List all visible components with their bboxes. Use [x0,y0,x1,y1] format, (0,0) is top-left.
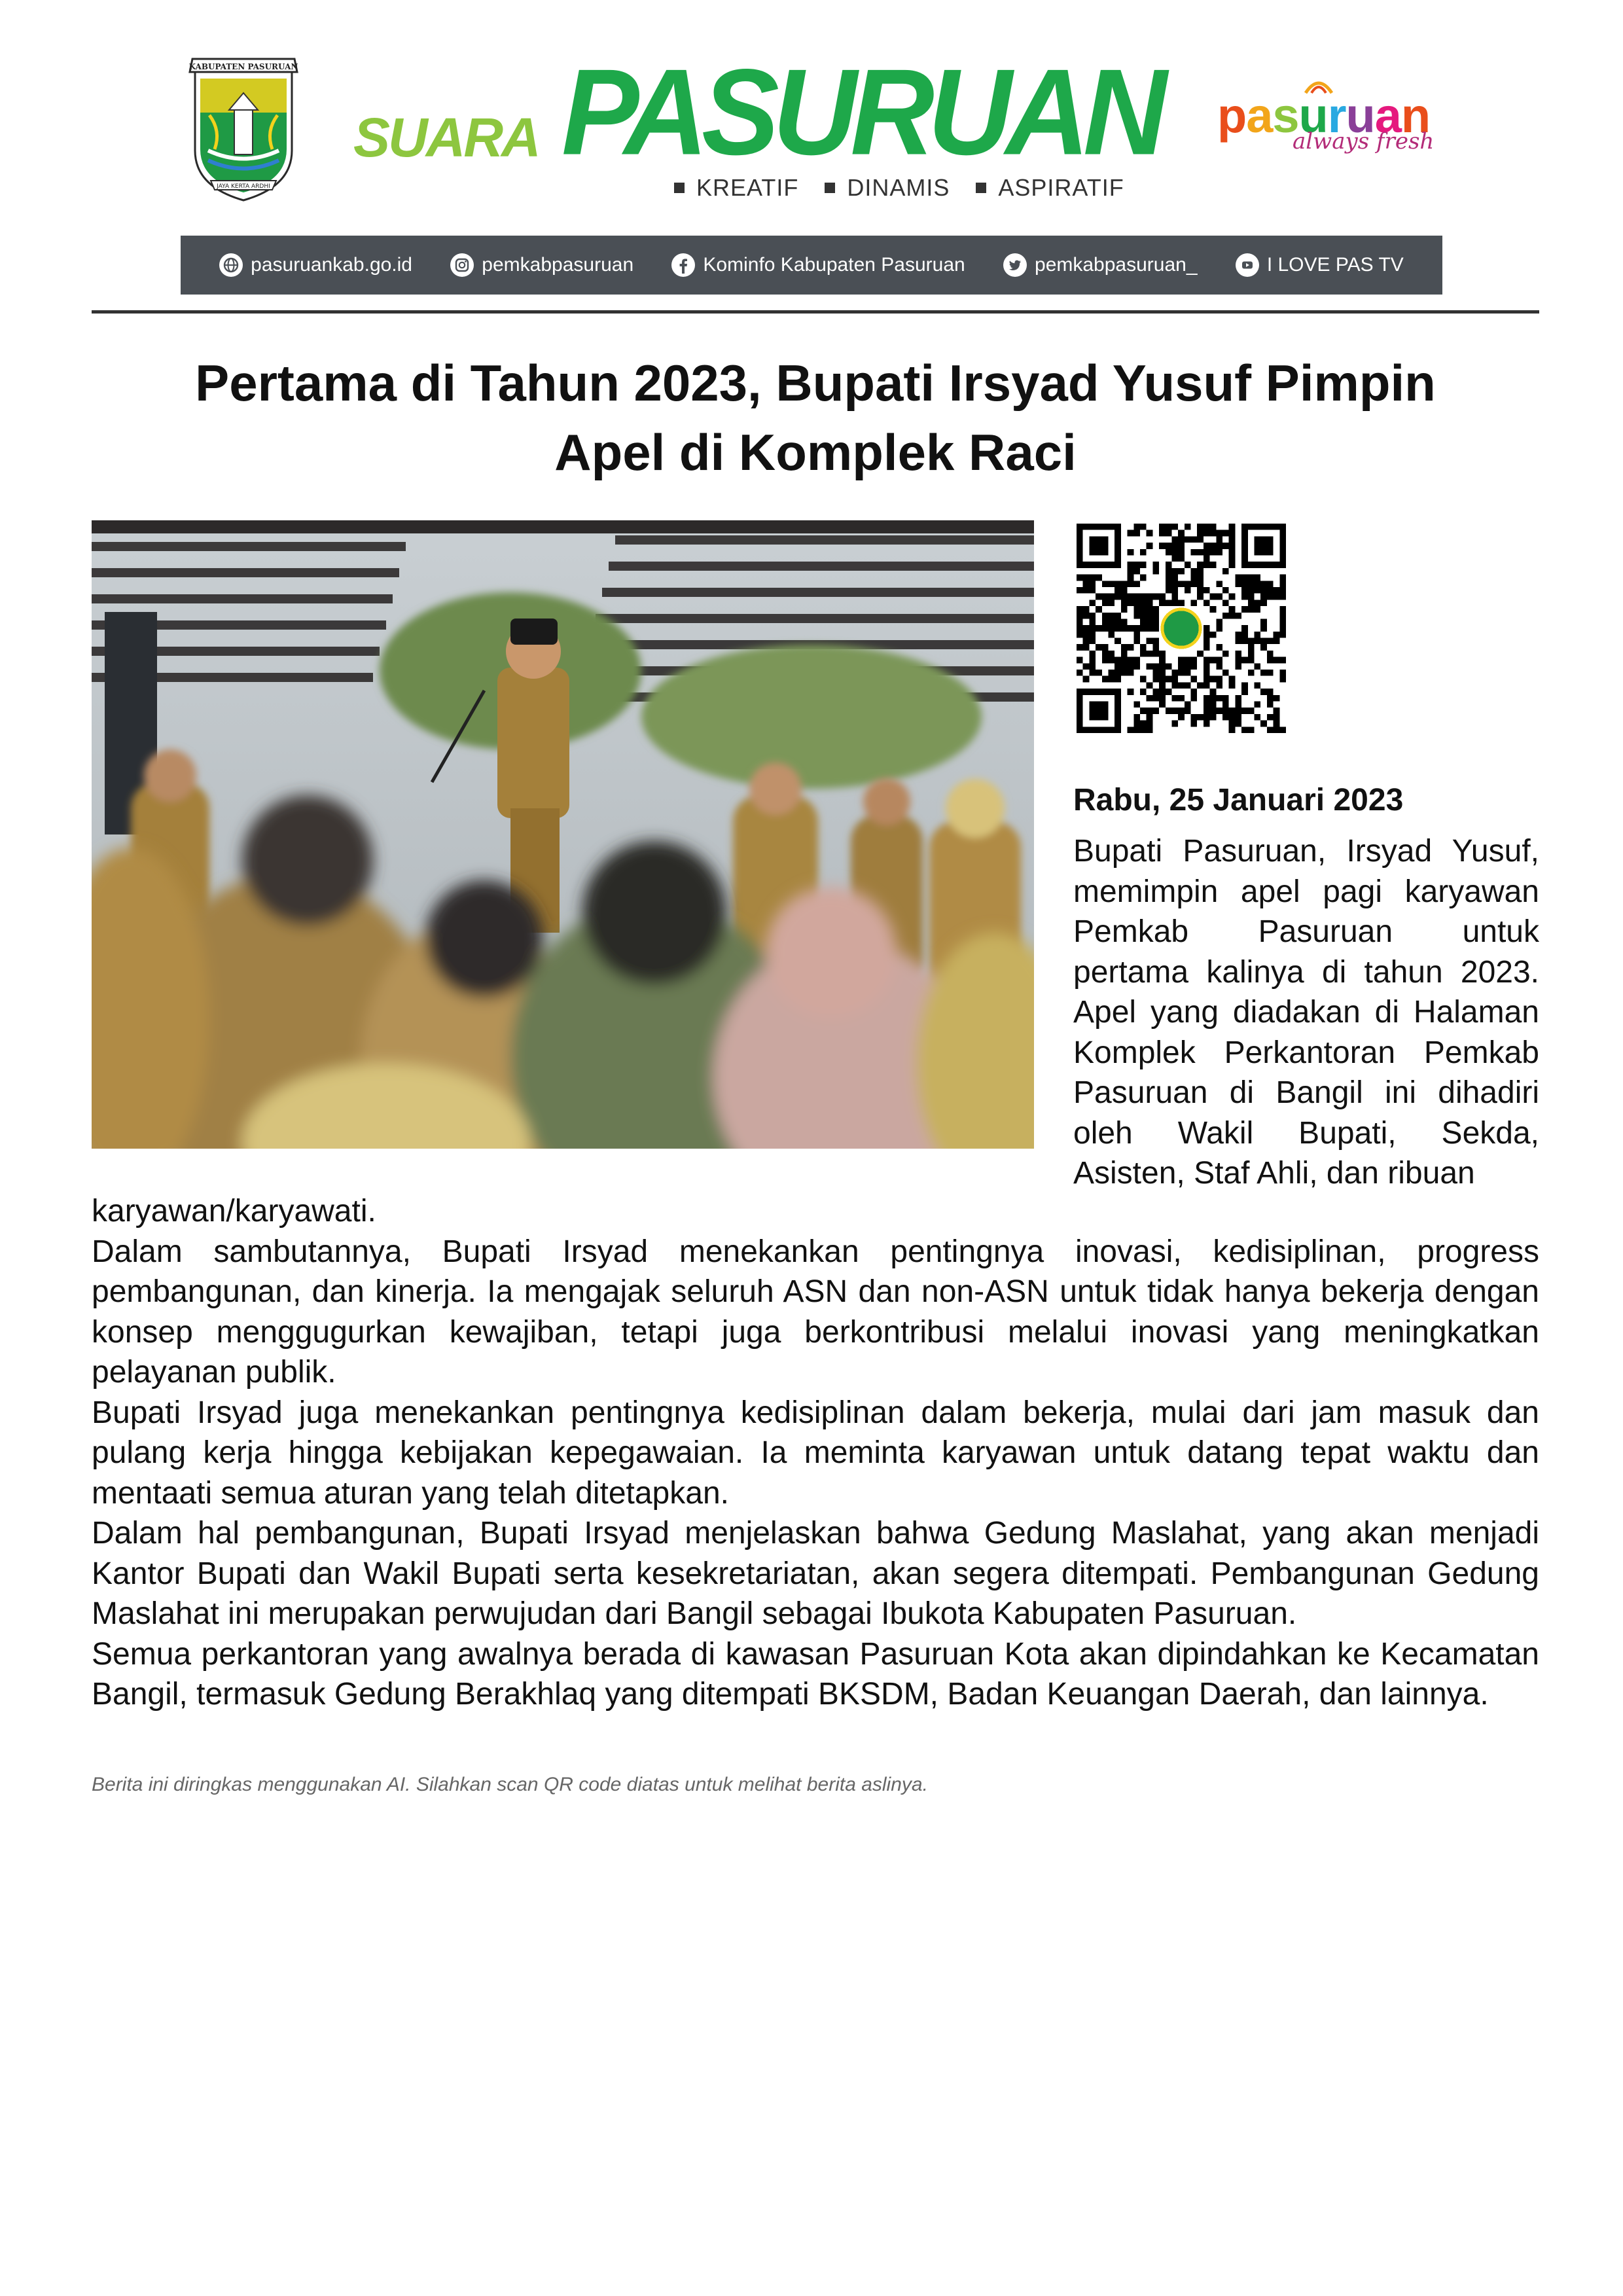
article-title-line-2: Apel di Komplek Raci [554,423,1077,481]
tourism-wordmark-letter: n [1400,88,1431,143]
tourism-wordmark-letter: p [1217,88,1247,143]
article-paragraph: Bupati Irsyad juga menekankan pentingnya kedisiplinan dalam bekerja, mulai dari jam masuk dan pulang kerja hingga kebijakan kepegawaian. Ia meminta karyawan untuk datang tepat waktu dan mentaati semua aturan yang telah ditetapkan. [92,1395,1539,1511]
tourism-wordmark-letter: s [1272,88,1299,143]
globe-icon [219,253,243,277]
tourism-wordmark-letter: a [1246,88,1273,143]
article-photo [92,520,1034,1149]
social-facebook-label: Kominfo Kabupaten Pasuruan [703,254,965,276]
brand-pasuruan-text: PASURUAN [562,43,1161,181]
bullet-square-icon [976,183,986,193]
tourism-wordmark-letter: u [1298,88,1328,143]
facebook-icon [671,253,695,277]
social-media-bar [181,236,1442,295]
tagline [674,174,1124,202]
svg-text:KABUPATEN PASURUAN: KABUPATEN PASURUAN [188,62,298,71]
tagline-aspiratif: ASPIRATIF [998,174,1124,201]
article-paragraph: Semua perkantoran yang awalnya berada di kawasan Pasuruan Kota akan dipindahkan ke Kecamatan Bangil, termasuk Gedung Berakhlaq yang ditempati BKSDM, Badan Keuangan Daerah, dan lainnya. [92,1636,1539,1712]
article-body [92,1191,1539,1715]
social-twitter-label: pemkabpasuruan_ [1035,254,1198,276]
header-divider [92,310,1539,314]
kabupaten-pasuruan-emblem [182,52,305,203]
tagline-dinamis: DINAMIS [847,174,950,201]
social-website-label: pasuruankab.go.id [251,254,412,276]
twitter-icon [1003,253,1027,277]
social-facebook-link[interactable] [671,253,965,277]
instagram-icon [450,253,474,277]
article-lead-paragraph: Bupati Pasuruan, Irsyad Yusuf, memimpin apel pagi karyawan Pemkab Pasuruan untuk pertama kalinya di tahun 2023. Apel yang diadakan di Halaman Komplek Perkantoran Pemkab Pasuruan di Bangil ini dihadiri oleh Wakil Bupati, Sekda, Asisten, Staf Ahli, dan ribuan [1073,834,1539,1191]
tourism-wordmark-letter: a [1374,88,1401,143]
tourism-wordmark-letter: r [1327,88,1346,143]
social-instagram-label: pemkabpasuruan [482,254,634,276]
tourism-tagline: always fresh [1293,128,1435,154]
youtube-icon [1236,253,1259,277]
tourism-wordmark-letter: u [1346,88,1375,143]
article-paragraph: Dalam hal pembangunan, Bupati Irsyad menjelaskan bahwa Gedung Maslahat, yang akan menjadi Kantor Bupati dan Wakil Bupati serta kesekretariatan, akan segera ditempati. Pembangunan Gedung Maslahat ini merupakan perwujudan dari Bangil sebagai Ibukota Kabupaten Pasuruan. [92,1516,1539,1631]
article-lead-continuation: karyawan/karyawati. [92,1194,376,1229]
bullet-square-icon [674,183,685,193]
article-title [92,348,1539,487]
social-youtube-link[interactable] [1236,253,1404,277]
pasuruan-always-fresh-logo [1217,77,1453,175]
social-twitter-link[interactable] [1003,253,1198,277]
social-instagram-link[interactable] [450,253,633,277]
article-title-line-1: Pertama di Tahun 2023, Bupati Irsyad Yusuf Pimpin [195,354,1436,412]
social-website-link[interactable] [219,253,412,277]
bullet-square-icon [825,183,835,193]
qr-code[interactable] [1077,524,1286,733]
social-youtube-label: I LOVE PAS TV [1266,254,1404,276]
ai-summary-footnote: Berita ini diringkas menggunakan AI. Silahkan scan QR code diatas untuk melihat berita aslinya. [92,1774,928,1795]
article-date: Rabu, 25 Januari 2023 [1073,783,1404,817]
svg-text:JAYA KERTA ARDHI: JAYA KERTA ARDHI [217,183,270,190]
article-paragraph: Dalam sambutannya, Bupati Irsyad menekankan pentingnya inovasi, kedisiplinan, progress pembangunan, dan kinerja. Ia mengajak seluruh ASN dan non-ASN untuk tidak hanya bekerja dengan konsep menggugurkan kewajiban, tetapi juga berkontribusi melalui inovasi yang meningkatkan pelayanan publik. [92,1234,1539,1390]
tagline-kreatif: KREATIF [696,174,799,201]
brand-suara-text: SUARA [353,107,539,168]
